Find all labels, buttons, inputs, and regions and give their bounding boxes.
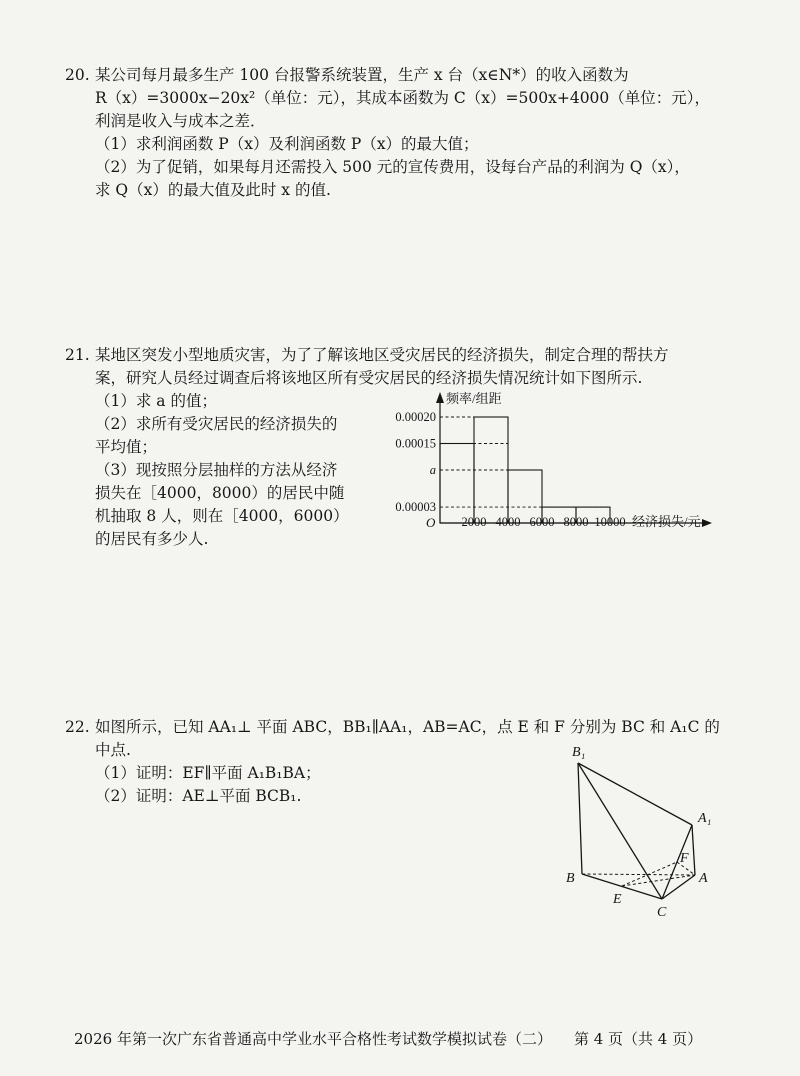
label-A: A bbox=[699, 871, 708, 886]
q20-part-2-cont: 求 Q（x）的最大值及此时 x 的值. bbox=[95, 181, 331, 199]
x-axis-label: 经济损失/元 bbox=[632, 514, 701, 529]
bar-0-2000 bbox=[440, 444, 474, 524]
label-B: B bbox=[566, 871, 575, 886]
label-C: C bbox=[657, 905, 667, 920]
q20-line-2: R（x）=3000x−20x²（单位：元），其成本函数为 C（x）=500x+4000（单位：元）， bbox=[95, 89, 711, 107]
exam-title: 2026 年第一次广东省普通高中学业水平合格性考试数学模拟试卷（二） bbox=[74, 1030, 552, 1048]
q20-part-1: （1）求利润函数 P（x）及利润函数 P（x）的最大值； bbox=[95, 135, 479, 153]
figure-solid-edges bbox=[578, 763, 695, 899]
q21-number: 21. bbox=[65, 346, 90, 364]
q22-number: 22. bbox=[65, 718, 90, 736]
q21-line-1: 21. 某地区突发小型地质灾害，为了了解该地区受灾居民的经济损失，制定合理的帮扶方 bbox=[65, 344, 669, 367]
geometry-figure bbox=[545, 736, 725, 926]
label-E: E bbox=[613, 892, 622, 907]
q21-line-2: 案，研究人员经过调查后将该地区所有受灾居民的经济损失情况统计如下图所示. bbox=[95, 369, 643, 387]
q22-part-1: （1）证明：EF∥平面 A₁B₁BA； bbox=[95, 764, 321, 782]
y-axis-label: 频率/组距 bbox=[446, 391, 502, 406]
q21-part-1: （1）求 a 的值； bbox=[95, 392, 217, 410]
x-tick-label-8000: 8000 bbox=[563, 515, 589, 529]
question-20 bbox=[65, 64, 710, 202]
q20-line-3: 利润是收入与成本之差． bbox=[95, 112, 266, 130]
q22-line-1: 22. 如图所示，已知 AA₁⊥ 平面 ABC，BB₁∥AA₁，AB=AC，点 E 和 F 分别为 BC 和 A₁C 的 bbox=[65, 716, 720, 739]
y-tick-label-1: 0.00015 bbox=[395, 436, 436, 451]
label-A1: A₁ bbox=[698, 811, 712, 826]
x-tick-label-10000: 10000 bbox=[594, 515, 626, 529]
label-B1: B₁ bbox=[572, 745, 586, 760]
edge-B1A1 bbox=[578, 763, 692, 825]
y-axis-arrow bbox=[436, 392, 444, 403]
origin-label: O bbox=[426, 515, 436, 530]
q21-parts bbox=[95, 390, 385, 551]
label-F: F bbox=[680, 851, 689, 866]
x-tick-label-2000: 2000 bbox=[461, 515, 487, 529]
figure-dashed-edges bbox=[582, 862, 695, 886]
q21-part-2: （2）求所有受灾居民的经济损失的 bbox=[95, 415, 338, 433]
segment-EA-hidden bbox=[622, 875, 695, 886]
y-tick-label-0: 0.00020 bbox=[395, 410, 436, 424]
q21-part-3: （3）现按照分层抽样的方法从经济 bbox=[95, 461, 338, 479]
x-tick-label-6000: 6000 bbox=[529, 515, 555, 529]
q22-line-2: 中点. bbox=[95, 741, 131, 759]
q21-part-3-cont-2: 机抽取 8 人，则在［4000，6000） bbox=[95, 507, 349, 525]
x-axis-arrow bbox=[702, 519, 712, 527]
q20-line-1: 20. 某公司每月最多生产 100 台报警系统装置，生产 x 台（x∈N*）的收入函数为 bbox=[65, 64, 710, 87]
y-tick-label-2: a bbox=[429, 463, 436, 477]
edge-A1A bbox=[692, 825, 695, 875]
q20-number: 20. bbox=[65, 66, 90, 84]
edge-BA-hidden bbox=[582, 874, 695, 875]
q22-part-2: （2）证明：AE⊥平面 BCB₁. bbox=[95, 787, 302, 805]
page-footer bbox=[74, 1028, 702, 1049]
edge-BC bbox=[582, 874, 662, 899]
q21-part-2-cont: 平均值； bbox=[95, 438, 158, 456]
x-tick-label-4000: 4000 bbox=[495, 515, 521, 529]
q20-part-2: （2）为了促销，如果每月还需投入 500 元的宣传费用，设每台产品的利润为 Q（x）， bbox=[95, 158, 690, 176]
page-number: 第 4 页（共 4 页） bbox=[573, 1030, 703, 1048]
histogram-chart bbox=[380, 387, 720, 537]
chart-dashed-guides bbox=[440, 417, 610, 507]
q21-part-3-cont-3: 的居民有多少人. bbox=[95, 530, 209, 548]
edge-B1B bbox=[578, 763, 582, 874]
q21-part-3-cont-1: 损失在［4000，8000）的居民中随 bbox=[95, 484, 345, 502]
edge-B1C bbox=[578, 763, 662, 899]
chart-labels bbox=[395, 391, 700, 530]
y-tick-label-3: 0.00003 bbox=[395, 500, 436, 515]
